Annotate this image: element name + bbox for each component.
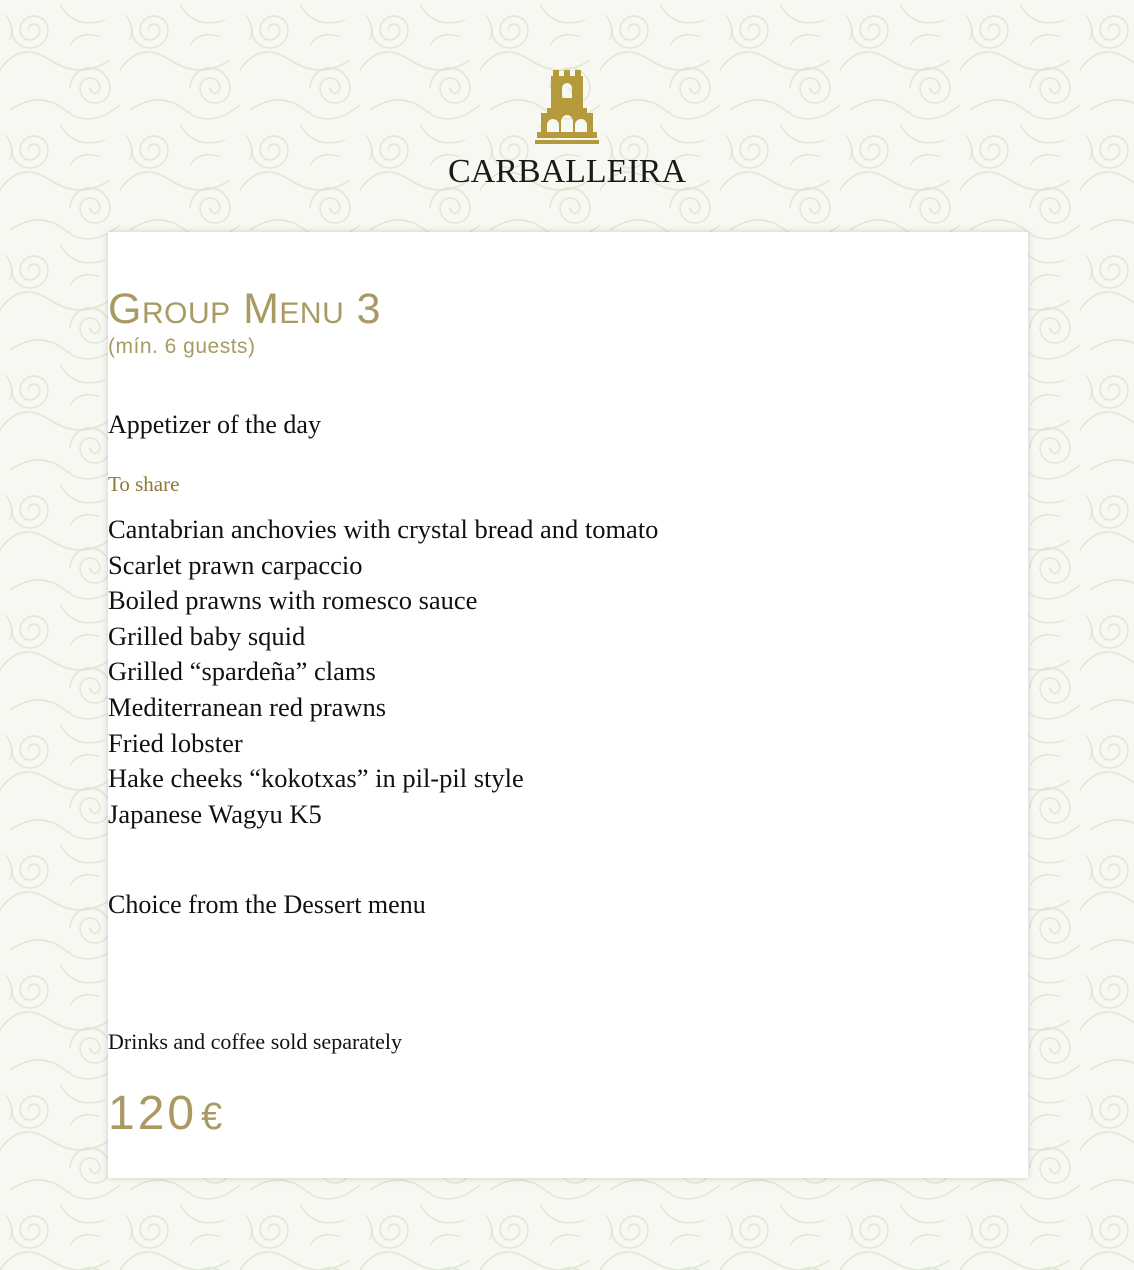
currency-symbol: € — [201, 1096, 226, 1138]
list-item: Mediterranean red prawns — [108, 691, 387, 722]
list-item: Scarlet prawn carpaccio — [108, 549, 363, 580]
list-item: Cantabrian anchovies with crystal bread and tomato — [108, 514, 659, 544]
castle-tower-icon — [535, 70, 599, 148]
list-item: Japanese Wagyu K5 — [108, 798, 322, 829]
appetizer-line: Appetizer of the day — [108, 410, 321, 439]
list-item: Fried lobster — [108, 727, 243, 758]
menu-price — [108, 1086, 1028, 1145]
price-value: 120 — [108, 1087, 198, 1140]
share-section-label: To share — [108, 472, 180, 496]
list-item: Grilled “spardeña” clams — [108, 656, 376, 687]
list-item: Grilled baby squid — [108, 620, 306, 651]
menu-subtitle: (mín. 6 guests) — [108, 335, 256, 358]
brand-logo — [0, 70, 1134, 200]
menu-title: Group Menu 3 — [108, 285, 382, 333]
drinks-note: Drinks and coffee sold separately — [108, 1029, 403, 1054]
list-item: Hake cheeks “kokotxas” in pil-pil style — [108, 763, 524, 794]
brand-name: CARBALLEIRA — [448, 153, 686, 190]
list-item: Boiled prawns with romesco sauce — [108, 585, 478, 616]
menu-card — [108, 232, 1028, 1178]
dish-list — [108, 512, 1028, 832]
dessert-line: Choice from the Dessert menu — [108, 890, 426, 919]
